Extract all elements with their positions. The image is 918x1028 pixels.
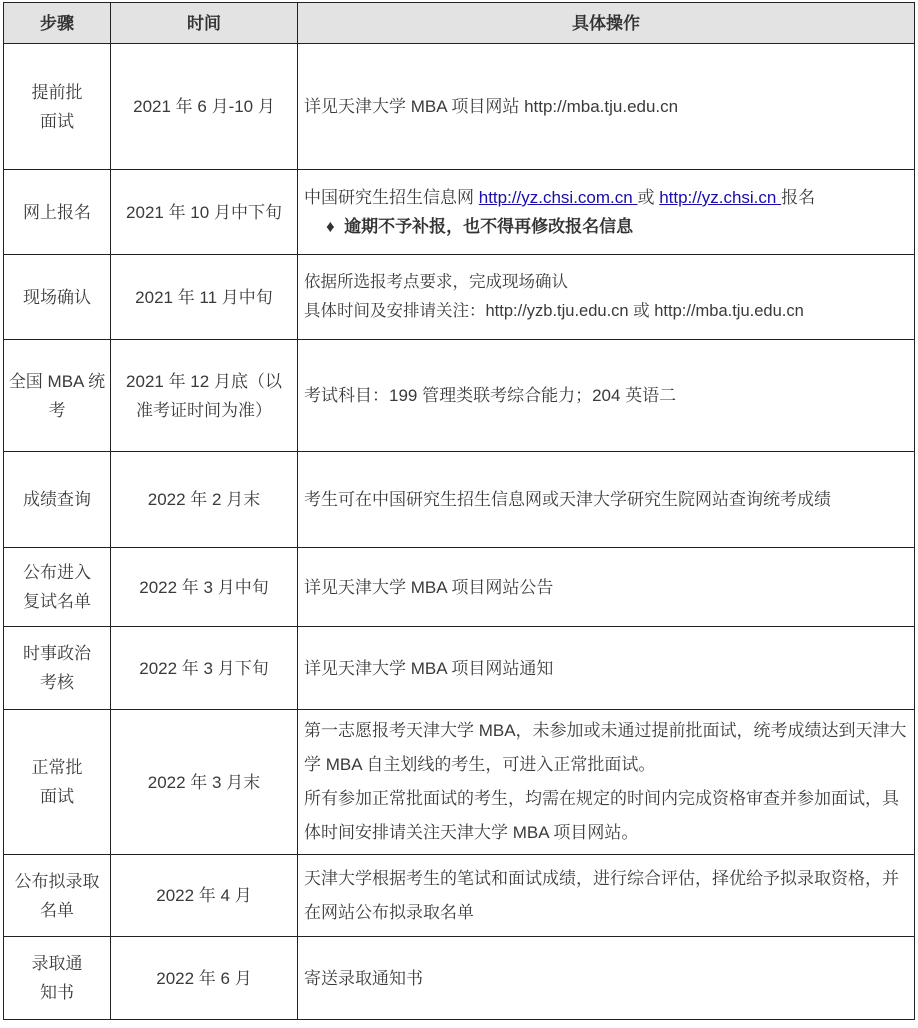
time-cell: 2022 年 3 月下旬 [111, 627, 298, 710]
admission-schedule-table [3, 2, 915, 1020]
header-row [4, 3, 915, 44]
header-time: 时间 [111, 3, 298, 44]
step-cell: 提前批面试 [4, 44, 111, 170]
step-cell: 录取通知书 [4, 937, 111, 1020]
detail-cell: 中国研究生招生信息网 http://yz.chsi.com.cn 或 http://yz.chsi.cn 报名 ♦ 逾期不予补报，也不得再修改报名信息 [298, 170, 915, 255]
detail-cell: 考试科目：199 管理类联考综合能力；204 英语二 [298, 340, 915, 452]
time-cell: 2021 年 6 月-10 月 [111, 44, 298, 170]
chsi-com-link[interactable]: http://yz.chsi.com.cn [478, 188, 638, 207]
detail-cell: 考生可在中国研究生招生信息网或天津大学研究生院网站查询统考成绩 [298, 452, 915, 548]
table-row [4, 340, 915, 452]
table-row [4, 44, 915, 170]
table-row [4, 255, 915, 340]
step-cell: 现场确认 [4, 255, 111, 340]
time-cell: 2022 年 6 月 [111, 937, 298, 1020]
detail-cell: 详见天津大学 MBA 项目网站通知 [298, 627, 915, 710]
table-row [4, 937, 915, 1020]
detail-cell: 详见天津大学 MBA 项目网站公告 [298, 548, 915, 627]
detail-cell: 第一志愿报考天津大学 MBA，未参加或未通过提前批面试，统考成绩达到天津大学 MBA 自主划线的考生，可进入正常批面试。 所有参加正常批面试的考生，均需在规定的时间内完成资格审查并参加面试，具体时间安排请关注天津大学 MBA 项目网站。 [298, 710, 915, 855]
table-row [4, 452, 915, 548]
time-cell: 2022 年 2 月末 [111, 452, 298, 548]
table-row [4, 855, 915, 937]
time-cell: 2021 年 12 月底（以准考证时间为准） [111, 340, 298, 452]
detail-cell: 依据所选报考点要求，完成现场确认 具体时间及安排请关注：http://yzb.tju.edu.cn 或 http://mba.tju.edu.cn [298, 255, 915, 340]
warning-note: ♦ 逾期不予补报，也不得再修改报名信息 [326, 217, 634, 236]
time-cell: 2021 年 11 月中旬 [111, 255, 298, 340]
detail-cell: 寄送录取通知书 [298, 937, 915, 1020]
table-row [4, 710, 915, 855]
step-cell: 公布进入复试名单 [4, 548, 111, 627]
step-cell: 正常批面试 [4, 710, 111, 855]
step-cell: 时事政治考核 [4, 627, 111, 710]
table-row [4, 548, 915, 627]
table-row [4, 627, 915, 710]
table-row [4, 170, 915, 255]
step-cell: 网上报名 [4, 170, 111, 255]
header-detail: 具体操作 [298, 3, 915, 44]
header-step: 步骤 [4, 3, 111, 44]
time-cell: 2021 年 10 月中下旬 [111, 170, 298, 255]
time-cell: 2022 年 4 月 [111, 855, 298, 937]
time-cell: 2022 年 3 月末 [111, 710, 298, 855]
detail-cell: 详见天津大学 MBA 项目网站 http://mba.tju.edu.cn [298, 44, 915, 170]
step-cell: 全国 MBA 统考 [4, 340, 111, 452]
step-cell: 成绩查询 [4, 452, 111, 548]
step-cell: 公布拟录取名单 [4, 855, 111, 937]
time-cell: 2022 年 3 月中旬 [111, 548, 298, 627]
chsi-link[interactable]: http://yz.chsi.cn [659, 188, 782, 207]
diamond-bullet-icon: ♦ [326, 217, 335, 236]
detail-cell: 天津大学根据考生的笔试和面试成绩，进行综合评估，择优给予拟录取资格，并在网站公布拟录取名单 [298, 855, 915, 937]
